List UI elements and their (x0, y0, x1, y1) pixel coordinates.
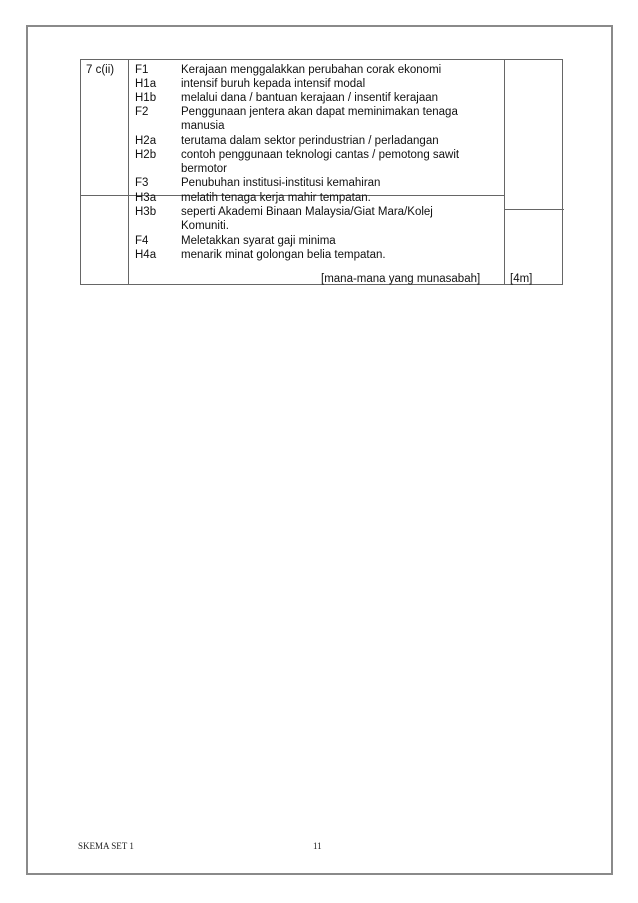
point-text: Meletakkan syarat gaji minima (181, 235, 336, 247)
point-text: melalui dana / bantuan kerajaan / insentif kerajaan (181, 92, 439, 104)
point-text: contoh penggunaan teknologi cantas / pemotong sawit (181, 149, 460, 161)
point-code: F1 (135, 64, 149, 76)
point-code: F2 (135, 106, 149, 118)
point-text: bermotor (181, 163, 228, 175)
point-text: Penggunaan jentera akan dapat meminimakan tenaga (181, 106, 458, 118)
point-text: menarik minat golongan belia tempatan. (181, 249, 386, 261)
point-text: intensif buruh kepada intensif modal (181, 78, 366, 90)
marking-scheme-table (80, 59, 563, 285)
point-text: Komuniti. (181, 220, 229, 232)
point-code: H3a (135, 192, 157, 204)
point-code: H2b (135, 149, 157, 161)
point-code: F3 (135, 177, 149, 189)
marks-label: [4m] (510, 273, 533, 285)
point-text: seperti Akademi Binaan Malaysia/Giat Mara/Kolej (181, 206, 433, 218)
marks-divider-1 (504, 209, 564, 210)
point-code: H4a (135, 249, 157, 261)
question-number: 7 c(ii) (86, 64, 115, 76)
footer-label: SKEMA SET 1 (78, 841, 134, 851)
col-divider-2 (504, 60, 505, 284)
point-code: H2a (135, 135, 157, 147)
point-code: F4 (135, 235, 149, 247)
point-code: H1a (135, 78, 157, 90)
point-text: melatih tenaga kerja mahir tempatan. (181, 192, 371, 204)
point-code: H3b (135, 206, 157, 218)
point-text: Kerajaan menggalakkan perubahan corak ekonomi (181, 64, 442, 76)
closing-note: [mana-mana yang munasabah] (321, 273, 481, 285)
page-number: 11 (313, 841, 322, 851)
point-text: manusia (181, 120, 225, 132)
point-code: H1b (135, 92, 157, 104)
point-text: terutama dalam sektor perindustrian / perladangan (181, 135, 439, 147)
col-divider-1 (128, 60, 129, 284)
point-text: Penubuhan institusi-institusi kemahiran (181, 177, 381, 189)
